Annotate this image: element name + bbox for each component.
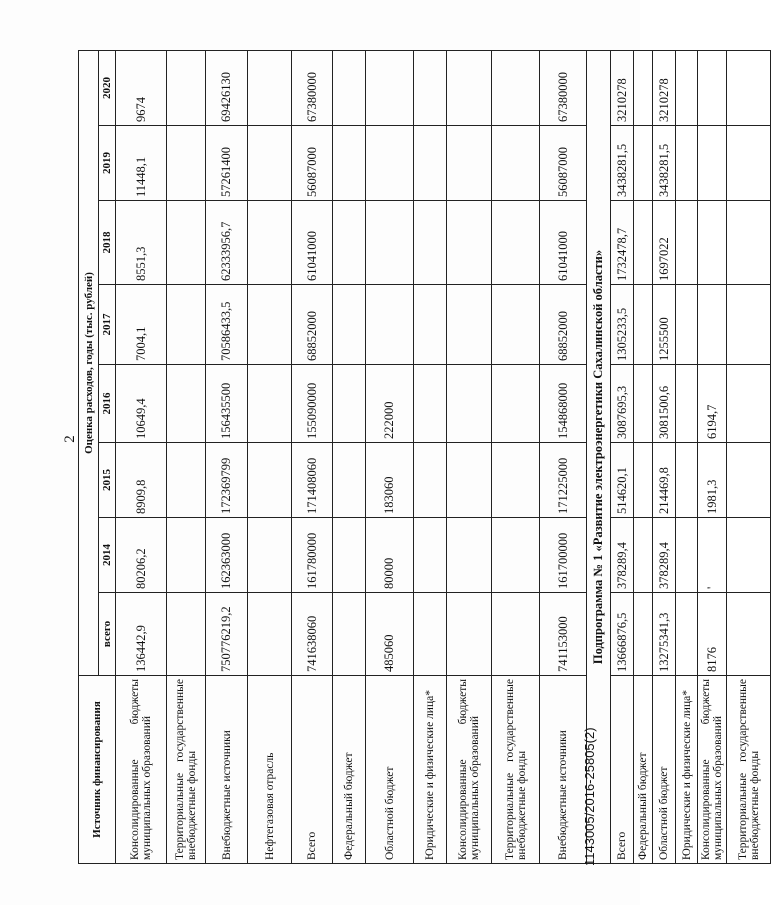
value-cell: 7004,1 [116,285,167,365]
value-cell: 8909,8 [116,443,167,518]
value-cell: 56087000 [540,126,587,201]
value-cell [248,593,292,676]
value-cell [248,365,292,443]
value-cell [333,201,366,285]
table-row [248,51,292,864]
year-header: 2020 [99,51,116,126]
financing-table [78,50,771,864]
table-row [492,51,540,864]
table-row [116,51,167,864]
row-label: Территориальные государственные внебюджетные фонды [167,676,206,864]
table-row [698,51,727,864]
value-cell [492,126,540,201]
year-header: 2016 [99,365,116,443]
value-cell [727,285,771,365]
table-row [333,51,366,864]
value-cell [676,443,698,518]
table-row [292,51,333,864]
value-cell [727,518,771,593]
value-cell [167,365,206,443]
value-cell [333,365,366,443]
value-cell: 741153000 [540,593,587,676]
row-label: Областной бюджет [366,676,414,864]
value-cell: 13666876,5 [611,593,634,676]
value-cell [248,443,292,518]
value-cell: 3438281,5 [653,126,676,201]
value-cell: 741638060 [292,593,333,676]
year-header: всего [99,593,116,676]
value-cell [492,365,540,443]
value-cell [676,365,698,443]
value-cell: 1255500 [653,285,676,365]
value-cell [634,285,653,365]
value-cell [414,593,447,676]
value-cell [414,518,447,593]
value-cell [727,51,771,126]
value-cell [698,201,727,285]
value-cell [414,365,447,443]
value-cell: 13275341,3 [653,593,676,676]
value-cell [414,443,447,518]
value-cell: 183060 [366,443,414,518]
value-cell [333,518,366,593]
footer-code: 1143005/2016-25805(2) [582,727,597,866]
value-cell [492,443,540,518]
rotated-content [62,14,761,866]
value-cell [492,201,540,285]
value-cell: 3087695,3 [611,365,634,443]
value-cell [492,285,540,365]
year-header: 2017 [99,285,116,365]
table-row [727,51,771,864]
row-label: Федеральный бюджет [634,676,653,864]
value-cell [698,51,727,126]
value-cell: 1305233,5 [611,285,634,365]
value-cell [492,51,540,126]
value-cell: 69426130 [206,51,248,126]
value-cell [167,518,206,593]
value-cell [676,285,698,365]
value-cell: 750776219,2 [206,593,248,676]
table-row [414,51,447,864]
value-cell: 61041000 [540,201,587,285]
row-label: Территориальные государственные внебюджетные фонды [727,676,771,864]
header-estimate: Оценка расходов, годы (тыс. рублей) [79,51,99,676]
table-row [366,51,414,864]
year-header: 2015 [99,443,116,518]
year-header: 2014 [99,518,116,593]
value-cell: 378289,4 [653,518,676,593]
value-cell [634,365,653,443]
value-cell: 1981,3 [698,443,727,518]
value-cell: 80206,2 [116,518,167,593]
value-cell: 161780000 [292,518,333,593]
value-cell [727,201,771,285]
value-cell: 485060 [366,593,414,676]
header-source: Источник финансирования [79,676,116,864]
value-cell [248,51,292,126]
value-cell [333,51,366,126]
value-cell [727,593,771,676]
value-cell [447,593,492,676]
value-cell: 172369799 [206,443,248,518]
value-cell: 68852000 [540,285,587,365]
value-cell: 3438281,5 [611,126,634,201]
value-cell [447,126,492,201]
value-cell [167,126,206,201]
value-cell: 3081500,6 [653,365,676,443]
value-cell [634,593,653,676]
value-cell: 222000 [366,365,414,443]
table-row [676,51,698,864]
value-cell [676,201,698,285]
value-cell: 1697022 [653,201,676,285]
row-label: Консолидированные бюджеты муниципальных образований [447,676,492,864]
row-label: Нефтегазовая отрасль [248,676,292,864]
table-row [540,51,587,864]
value-cell: 162363000 [206,518,248,593]
value-cell: ' [698,518,727,593]
value-cell [333,285,366,365]
value-cell: 156435500 [206,365,248,443]
value-cell: 171225000 [540,443,587,518]
value-cell: 155090000 [292,365,333,443]
value-cell: 171408060 [292,443,333,518]
value-cell [447,285,492,365]
table-row [447,51,492,864]
value-cell: 3210278 [611,51,634,126]
value-cell [333,126,366,201]
value-cell [248,518,292,593]
table-body-part1 [116,51,587,864]
value-cell [634,126,653,201]
value-cell [727,443,771,518]
value-cell: 214469,8 [653,443,676,518]
value-cell [167,443,206,518]
table-row [653,51,676,864]
value-cell [634,443,653,518]
value-cell: 9674 [116,51,167,126]
year-header: 2018 [99,201,116,285]
value-cell: 136442,9 [116,593,167,676]
table-row [611,51,634,864]
row-label: Юридические и физические лица* [414,676,447,864]
value-cell [727,365,771,443]
value-cell [676,51,698,126]
row-label: Консолидированные бюджеты муниципальных образований [116,676,167,864]
value-cell [447,365,492,443]
value-cell: 62333956,7 [206,201,248,285]
value-cell [414,201,447,285]
value-cell [167,51,206,126]
value-cell: 68852000 [292,285,333,365]
row-label: Областной бюджет [653,676,676,864]
value-cell: 11448,1 [116,126,167,201]
value-cell: 80000 [366,518,414,593]
value-cell [167,285,206,365]
value-cell: 154868000 [540,365,587,443]
table-row [206,51,248,864]
page-number: 2 [62,435,78,443]
value-cell [634,518,653,593]
value-cell [248,285,292,365]
row-label: Территориальные государственные внебюджетные фонды [492,676,540,864]
value-cell [414,126,447,201]
value-cell [366,126,414,201]
value-cell [167,201,206,285]
value-cell [366,201,414,285]
value-cell: 67380000 [292,51,333,126]
value-cell [414,51,447,126]
year-header: 2019 [99,126,116,201]
value-cell [447,201,492,285]
value-cell [698,285,727,365]
value-cell [167,593,206,676]
row-label: Всего [292,676,333,864]
value-cell: 514620,1 [611,443,634,518]
value-cell: 57261400 [206,126,248,201]
value-cell [676,593,698,676]
row-label: Федеральный бюджет [333,676,366,864]
value-cell [333,593,366,676]
value-cell: 61041000 [292,201,333,285]
row-label: Всего [611,676,634,864]
subprogram-title: Подпрограмма № 1 «Развитие электроэнергетики Сахалинской области» [587,51,611,864]
value-cell [492,518,540,593]
value-cell: 1732478,7 [611,201,634,285]
value-cell: 161700000 [540,518,587,593]
value-cell [248,126,292,201]
value-cell: 70586433,5 [206,285,248,365]
value-cell [634,201,653,285]
row-label: Консолидированные бюджеты муниципальных образований [698,676,727,864]
table-body-part2 [587,51,771,864]
value-cell [447,443,492,518]
value-cell [248,201,292,285]
value-cell [366,51,414,126]
value-cell: 8551,3 [116,201,167,285]
value-cell [676,518,698,593]
value-cell [727,126,771,201]
value-cell: 378289,4 [611,518,634,593]
value-cell [676,126,698,201]
table-row [167,51,206,864]
row-label: Внебюджетные источники [540,676,587,864]
value-cell [366,285,414,365]
value-cell [447,518,492,593]
value-cell: 3210278 [653,51,676,126]
value-cell [698,126,727,201]
value-cell [333,443,366,518]
row-label: Юридические и физические лица* [676,676,698,864]
value-cell [634,51,653,126]
value-cell [447,51,492,126]
value-cell: 6194,7 [698,365,727,443]
value-cell: 10649,4 [116,365,167,443]
table-row [634,51,653,864]
value-cell: 8176 [698,593,727,676]
value-cell: 67380000 [540,51,587,126]
value-cell: 56087000 [292,126,333,201]
row-label: Внебюджетные источники [206,676,248,864]
value-cell [492,593,540,676]
value-cell [414,285,447,365]
